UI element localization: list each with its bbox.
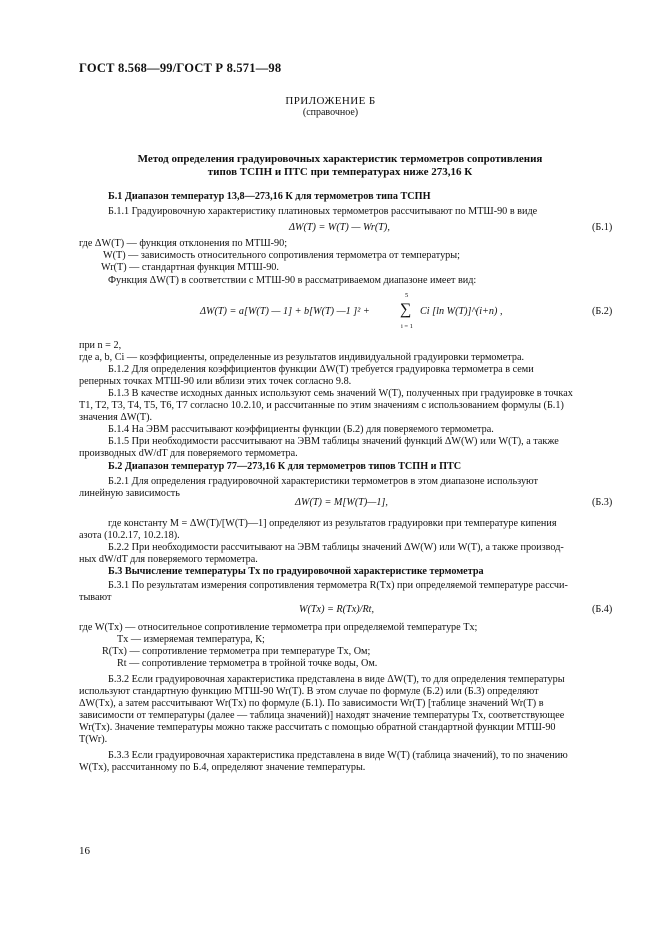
equation-number-b3: (Б.3)	[592, 497, 613, 508]
heading-b1: Б.1 Диапазон температур 13,8—273,16 К для термометров типа ТСПН	[108, 191, 431, 202]
equation-b4: W(Tx) = R(Tx)/Rt,	[299, 604, 375, 615]
paragraph-line: где a, b, Ci — коэффициенты, определенные из результатов индивидуальной градуировки термометра.	[79, 352, 525, 363]
heading-b3: Б.3 Вычисление температуры Tx по градуировочной характеристике термометра	[108, 566, 484, 577]
paragraph-line: зависимости от температуры (далее — таблица значений)] находят значение температуры Tx, соответствующее	[79, 710, 565, 721]
paragraph-line: T1, T2, T3, T4, T5, T6, T7 согласно 10.2.10, и рассчитанные по этим значениям с использованием формулы (Б.1)	[79, 400, 564, 411]
paragraph-line: значения ΔW(T).	[79, 412, 153, 423]
paragraph-line: ных dW/dT для поверяемого термометра.	[79, 554, 258, 565]
paragraph-line: тывают	[79, 592, 112, 603]
paragraph-line: Б.1.5 При необходимости рассчитывают на ЭВМ таблицы значений функций ΔW(W) или W(T), а также	[108, 436, 559, 447]
equation-number-b1: (Б.1)	[592, 222, 613, 233]
paragraph-line: используют стандартную функцию МТШ-90 Wr(T). В этом случае по формуле (Б.2) или (Б.3) определяют	[79, 686, 539, 697]
equation-b2-right: Ci [ln W(T)]^(i+n) ,	[420, 306, 503, 317]
page-number: 16	[79, 845, 90, 857]
equation-b1: ΔW(T) = W(T) — Wr(T),	[289, 222, 390, 233]
paragraph-line: Б.1.2 Для определения коэффициентов функции ΔW(T) требуется градуировка термометра в семи	[108, 364, 534, 375]
paragraph-line: Rt — сопротивление термометра в тройной точке воды, Ом.	[117, 658, 378, 669]
paragraph-line: ΔW(Tx), а затем рассчитывают Wr(Tx) по формуле (Б.1). По зависимости Wr(T) [таблице значений Wr(T) в	[79, 698, 544, 709]
equation-b3: ΔW(T) = M[W(T)—1],	[295, 497, 388, 508]
paragraph-line: Б.1.3 В качестве исходных данных используют семь значений W(T), полученных при градуировке в точках	[108, 388, 573, 399]
paragraph-line: азота (10.2.17, 10.2.18).	[79, 530, 180, 541]
equation-b2-left: ΔW(T) = a[W(T) — 1] + b[W(T) —1 ]² +	[200, 306, 370, 317]
sum-symbol-icon: ∑	[400, 301, 412, 318]
sum-lower-limit: i = 1	[401, 323, 413, 330]
paragraph-line: Б.3.2 Если градуировочная характеристика представлена в виде ΔW(T), то для определения температуры	[108, 674, 565, 685]
paragraph-line: линейную зависимость	[79, 488, 180, 499]
appendix-subtitle: (справочное)	[302, 107, 359, 118]
paragraph-line: R(Tx) — сопротивление термометра при температуре Tx, Ом;	[102, 646, 371, 657]
section-title-line-2: типов ТСПН и ПТС при температурах ниже 273,16 К	[207, 166, 473, 178]
paragraph-line: W(Tx), рассчитанному по Б.4, определяют значение температуры.	[79, 762, 366, 773]
paragraph-line: Tx — измеряемая температура, К;	[117, 634, 265, 645]
paragraph-line: Б.1.1 Градуировочную характеристику платиновых термометров рассчитывают по МТШ-90 в виде	[108, 206, 538, 217]
paragraph-line: T(Wr).	[79, 734, 108, 745]
paragraph-line: Wr(Tx). Значение температуры можно также рассчитать с помощью обратной стандартной функции МТШ-90	[79, 722, 556, 733]
sum-upper-limit: 5	[405, 292, 409, 299]
paragraph-line: Функция ΔW(T) в соответствии с МТШ-90 в рассматриваемом диапазоне имеет вид:	[108, 275, 477, 286]
heading-b2: Б.2 Диапазон температур 77—273,16 К для термометров типов ТСПН и ПТС	[108, 461, 462, 472]
paragraph-line: реперных точках МТШ-90 или вблизи этих точек согласно 9.8.	[79, 376, 352, 387]
paragraph-line: Б.2.1 Для определения градуировочной характеристики термометров в этом диапазоне используют	[108, 476, 538, 487]
equation-number-b2: (Б.2)	[592, 306, 613, 317]
document-header: ГОСТ 8.568—99/ГОСТ Р 8.571—98	[79, 61, 282, 75]
paragraph-line: где W(Tx) — относительное сопротивление термометра при определяемой температуре Tx;	[79, 622, 478, 633]
section-title-line-1: Метод определения градуировочных характеристик термометров сопротивления	[137, 153, 543, 165]
appendix-title: ПРИЛОЖЕНИЕ Б	[285, 95, 376, 107]
paragraph-line: при n = 2,	[79, 340, 122, 351]
equation-number-b4: (Б.4)	[592, 604, 613, 615]
paragraph-line: W(T) — зависимость относительного сопротивления термометра от температуры;	[103, 250, 460, 261]
paragraph-line: где ΔW(T) — функция отклонения по МТШ-90;	[79, 238, 288, 249]
paragraph-line: производных dW/dT для поверяемого термометра.	[79, 448, 298, 459]
paragraph-line: Б.3.3 Если градуировочная характеристика представлена в виде W(T) (таблица значений), то по значению	[108, 750, 568, 761]
paragraph-line: Б.2.2 При необходимости рассчитывают на ЭВМ таблицы значений ΔW(W) или W(T), а также производ-	[108, 542, 564, 553]
paragraph-line: Wr(T) — стандартная функция МТШ-90.	[101, 262, 279, 273]
paragraph-line: Б.3.1 По результатам измерения сопротивления термометра R(Tx) при определяемой температуре рассчи-	[108, 580, 568, 591]
paragraph-line: Б.1.4 На ЭВМ рассчитывают коэффициенты функции (Б.2) для поверяемого термометра.	[108, 424, 494, 435]
paragraph-line: где константу M = ΔW(T)/[W(T)—1] определяют из результатов градуировки при температуре кипения	[108, 518, 557, 529]
